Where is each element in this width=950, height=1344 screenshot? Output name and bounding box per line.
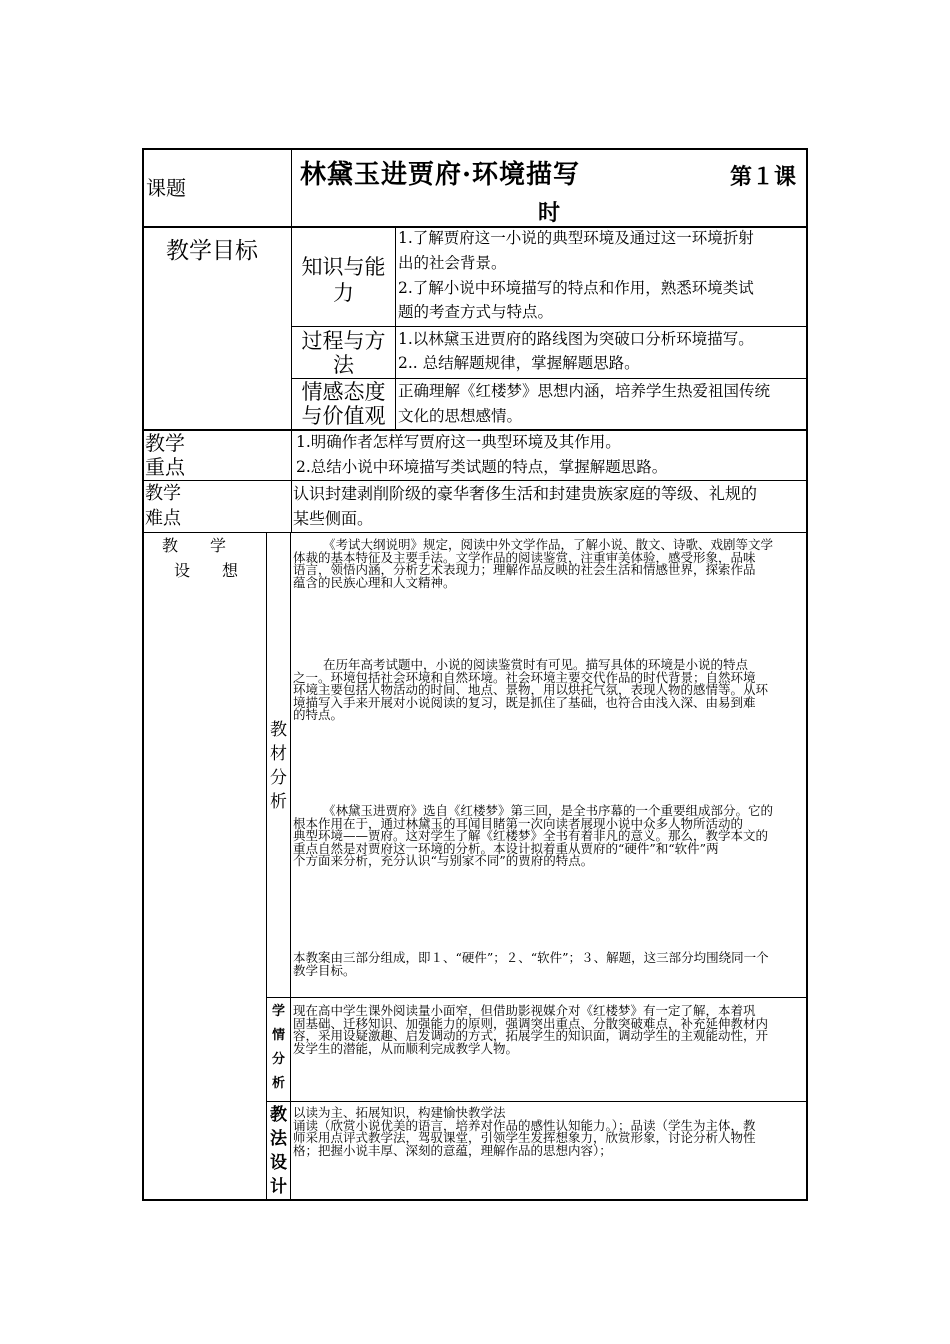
text-line: 师采用点评式教学法，驾驭课堂，引领学生发挥想象力，欣赏形象，讨论分析人物性	[293, 1130, 756, 1145]
emotion-line: 正确理解《红楼梦》思想内涵，培养学生热爱祖国传统	[398, 382, 771, 400]
table-border-left	[142, 148, 144, 1201]
row-line	[291, 326, 808, 327]
text-line: 蕴含的民族心理和人文精神。	[293, 574, 456, 590]
text-line: 在历年高考试题中，小说的阅读鉴赏时有可见。描写具体的环境是小说的特点	[323, 657, 749, 672]
text-line: 教学目标。	[293, 962, 356, 978]
knowledge-line: 1.了解贾府这一小说的典型环境及通过这一环境折射	[398, 229, 754, 247]
row-line	[266, 1101, 807, 1102]
textbook-analysis-label: 教材分析	[270, 720, 287, 812]
text-line: 发学生的潜能，从而顺利完成教学人物。	[293, 1040, 519, 1056]
process-label: 过程与方法	[301, 329, 386, 377]
key-points-line: 2.总结小说中环境描写类试题的特点，掌握解题思路。	[296, 458, 668, 476]
key-points-label: 教学	[145, 431, 185, 455]
textbook-paragraph	[293, 805, 773, 868]
knowledge-line: 出的社会背景。	[398, 254, 507, 272]
text-line: 环境主要包括人物活动的时间、地点、景物，用以烘托气氛，表现人物的感情等。从环	[293, 682, 769, 697]
text-line: 境描写入手来开展对小说阅读的复习，既是抓住了基础，也符合由浅入深、由易到难	[293, 694, 756, 710]
textbook-paragraph	[293, 539, 773, 589]
row-line	[291, 378, 808, 379]
text-line: 本教案由三部分组成，即１、“硬件”；２、“软件”；３、解题，这三部分均围绕同一个	[293, 950, 769, 965]
lesson-title: 林黛玉进贾府·环境描写	[300, 160, 581, 190]
knowledge-line: 2.了解小说中环境描写的特点和作用，熟悉环境类试	[398, 279, 754, 297]
row-line	[142, 480, 808, 481]
text-line: 《林黛玉进贾府》选自《红楼梦》第三回，是全书序幕的一个重要组成部分。它的	[323, 803, 774, 818]
knowledge-label: 知识与能力	[301, 255, 386, 305]
difficulty-label: 教学	[145, 483, 181, 504]
column-divider	[291, 148, 292, 533]
text-line: 诵读（欣赏小说优美的语言，培养对作品的感性认知能力。）；品读（学生为主体，教	[293, 1117, 756, 1133]
textbook-paragraph	[293, 659, 768, 722]
text-line: 固基础、迁移知识、加强能力的原则，强调突出重点、分散突破难点，补充延伸教材内	[293, 1015, 769, 1031]
method-design-text	[293, 1107, 756, 1157]
lesson-period: 第１课	[730, 164, 797, 190]
column-divider	[266, 532, 267, 1200]
textbook-paragraph	[293, 952, 769, 977]
design-label: 教 学	[162, 536, 227, 555]
student-analysis-label: 学情分析	[271, 1004, 285, 1091]
difficulty-label: 难点	[145, 508, 181, 529]
emotion-line: 文化的思想感情。	[398, 407, 523, 425]
text-line: 典型环境——贾府。这对学生了解《红楼梦》全书有着非凡的意义。那么，教学本文的	[293, 828, 769, 843]
student-analysis-text	[293, 1005, 768, 1055]
difficulty-line: 某些侧面。	[293, 509, 374, 528]
text-line: 根本作用在于，通过林黛玉的耳闻目睹第一次向读者展现小说中众多人物所活动的	[293, 815, 744, 831]
text-line: 体裁的基本特征及主要手法。文学作品的阅读鉴赏，注重审美体验，感受形象，品味	[293, 549, 756, 565]
text-line: 之一。环境包括社会环境和自然环境。社会环境主要交代作品的时代背景；自然环境	[293, 669, 756, 685]
process-line: 2.. 总结解题规律，掌握解题思路。	[398, 354, 640, 372]
difficulty-line: 认识封建剥削阶级的豪华奢侈生活和封建贵族家庭的等级、礼规的	[293, 484, 758, 503]
column-divider	[395, 226, 396, 430]
column-divider	[290, 532, 291, 1200]
row-line	[266, 997, 807, 998]
design-label: 设 想	[174, 561, 239, 580]
process-line: 1.以林黛玉进贾府的路线图为突破口分析环境描写。	[398, 330, 754, 348]
text-line: 以读为主、拓展知识，构建愉快教学法	[293, 1105, 506, 1120]
text-line: 重点自然是对贾府这一环境的分析。本设计拟着重从贾府的“硬件”和“软件”两	[293, 840, 719, 856]
text-line: 格；把握小说丰厚、深刻的意蕴，理解作品的思想内容）；	[293, 1142, 612, 1158]
row-line	[142, 532, 808, 533]
key-points-line: 1.明确作者怎样写贾府这一典型环境及其作用。	[296, 433, 621, 451]
key-points-label: 重点	[145, 455, 185, 479]
table-border-top	[142, 148, 808, 150]
text-line: 《考试大纲说明》规定，阅读中外文学作品，了解小说、散文、诗歌、戏剧等文学	[323, 537, 774, 552]
text-line: 语言，领悟内涵，分析艺术表现力；理解作品反映的社会生活和情感世界，探索作品	[293, 562, 756, 577]
text-line: 现在高中学生课外阅读量小面窄，但借助影视媒介对《红楼梦》有一定了解，本着巩	[293, 1003, 756, 1018]
row-line	[142, 226, 808, 228]
subject-label: 课题	[146, 176, 186, 200]
text-line: 的特点。	[293, 707, 344, 722]
table-border-bottom	[142, 1199, 808, 1201]
emotion-label: 情感态度与价值观	[301, 380, 386, 428]
table-border-right	[806, 148, 808, 1201]
text-line: 个方面来分析，充分认识“与别家不同”的贾府的特点。	[293, 853, 594, 868]
knowledge-line: 题的考查方式与特点。	[398, 303, 554, 321]
method-design-label: 教法设计	[270, 1105, 287, 1197]
objectives-label: 教学目标	[166, 238, 258, 264]
text-line: 容，采用设疑激趣、启发调动的方式，拓展学生的知识面，调动学生的主观能动性，开	[293, 1028, 769, 1043]
lesson-period-cont: 时	[538, 200, 561, 226]
row-line	[142, 429, 808, 431]
